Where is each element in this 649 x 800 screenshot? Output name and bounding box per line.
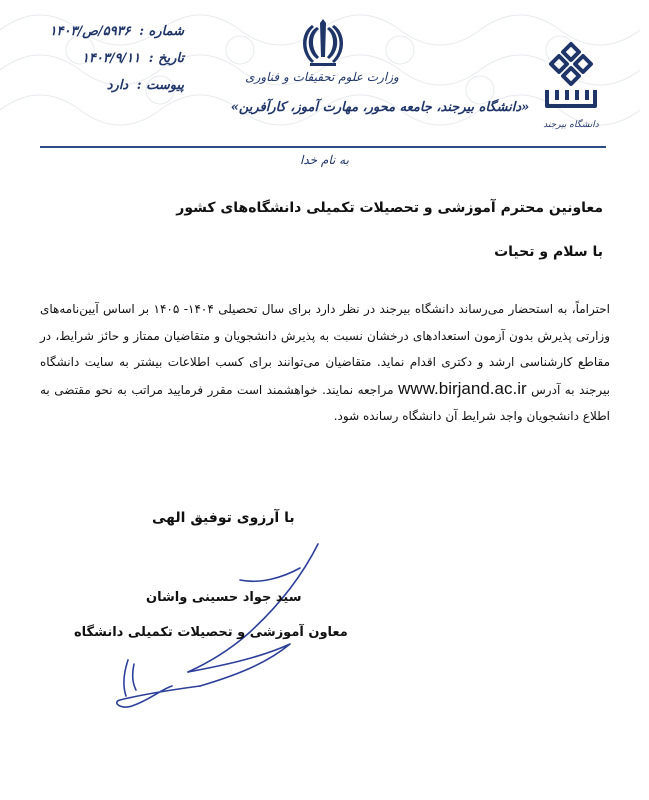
signer-name: سید جواد حسینی واشان <box>146 590 302 605</box>
body-text-before-url: احتراماً، به استحضار می‌رساند دانشگاه بیرجند در نظر دارد برای سال تحصیلی ۱۴۰۴- ۱۴۰۵ بر اساس آیین‌نامه‌های وزارتی پذیرش بدون آزمون استعدادهای درخشان نسبت به پذیرش دانشجویان و متقاضیان ممتاز و حائز شرایط، در مقاطع کارشناسی ارشد و دکتری اقدام نماید. متقاضیان می‌توانند برای کسب اطلاعات بیشتر به سایت دانشگاه بیرجند به آدرس <box>40 302 610 397</box>
letter-number-label: شماره : <box>139 24 184 39</box>
letter-attachment-label: پیوست : <box>136 78 184 93</box>
letter-date-label: تاریخ : <box>148 51 184 66</box>
addressee: معاونین محترم آموزشی و تحصیلات تکمیلی دانشگاه‌های کشور <box>176 200 603 216</box>
letter-attachment-row <box>34 72 184 99</box>
greeting: با سلام و تحیات <box>494 244 603 260</box>
closing-phrase: با آرزوی توفیق الهی <box>152 510 295 526</box>
signer-title: معاون آموزشی و تحصیلات تکمیلی دانشگاه <box>74 625 348 640</box>
letter-attachment-value: دارد <box>106 78 129 93</box>
invocation: به نام خدا <box>300 153 349 167</box>
university-name: دانشگاه بیرجند <box>543 120 599 130</box>
body-text-after-url: مراجعه نمایند. خواهشمند است مقرر فرمایید مراتب به نحو مقتضی به اطلاع دانشجویان واجد شرایط آن دانشگاه رسانده شود. <box>40 382 610 423</box>
university-of-birjand-logo-icon <box>543 40 599 114</box>
letter-body <box>40 296 610 430</box>
university-motto: «دانشگاه بیرجند، جامعه محور، مهارت آموز، کارآفرین» <box>230 100 530 115</box>
header-divider <box>40 146 606 148</box>
letter-date-value: ۱۴۰۳/۹/۱۱ <box>81 51 141 66</box>
iran-emblem-icon <box>296 17 350 69</box>
letter-number-value: ۵۹۳۶/ص/۱۴۰۳ <box>49 24 131 39</box>
website-link[interactable]: www.birjand.ac.ir <box>398 378 527 398</box>
letter-date-row <box>34 45 184 72</box>
ministry-name: وزارت علوم تحقیقات و فناوری <box>245 70 399 84</box>
letter-number-row <box>34 18 184 45</box>
letter-metadata <box>34 18 184 99</box>
